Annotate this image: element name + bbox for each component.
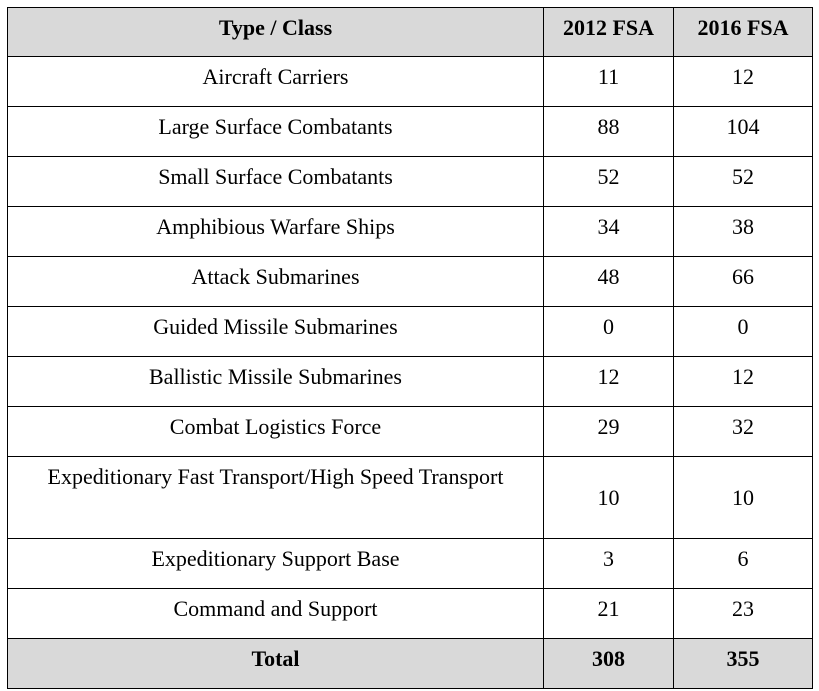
column-header-2016-fsa: 2016 FSA [674, 8, 813, 57]
type-class-cell: Small Surface Combatants [8, 157, 544, 207]
table-row [8, 307, 813, 357]
fsa-2016-cell: 12 [674, 357, 813, 407]
fsa-2016-cell: 23 [674, 589, 813, 639]
fsa-2016-cell: 52 [674, 157, 813, 207]
type-class-cell: Combat Logistics Force [8, 407, 544, 457]
table-row [8, 539, 813, 589]
fsa-2012-cell: 88 [544, 107, 674, 157]
table-header-row [8, 8, 813, 57]
fsa-2016-cell: 32 [674, 407, 813, 457]
type-class-cell: Ballistic Missile Submarines [8, 357, 544, 407]
fsa-2012-cell: 3 [544, 539, 674, 589]
table-row [8, 589, 813, 639]
total-label: Total [8, 639, 544, 689]
type-class-cell: Large Surface Combatants [8, 107, 544, 157]
fsa-2012-cell: 10 [544, 457, 674, 539]
fsa-comparison-table [7, 7, 813, 689]
total-2016-cell: 355 [674, 639, 813, 689]
fsa-2012-cell: 34 [544, 207, 674, 257]
fsa-2016-cell: 10 [674, 457, 813, 539]
table-row [8, 107, 813, 157]
fsa-2016-cell: 6 [674, 539, 813, 589]
fsa-2016-cell: 104 [674, 107, 813, 157]
total-row [8, 639, 813, 689]
table-row [8, 407, 813, 457]
type-class-cell: Expeditionary Fast Transport/High Speed Transport [8, 457, 544, 539]
fsa-2012-cell: 11 [544, 57, 674, 107]
fsa-2012-cell: 12 [544, 357, 674, 407]
type-class-cell: Expeditionary Support Base [8, 539, 544, 589]
table-row [8, 457, 813, 539]
fsa-2012-cell: 21 [544, 589, 674, 639]
table-row [8, 357, 813, 407]
fsa-2016-cell: 0 [674, 307, 813, 357]
type-class-cell: Attack Submarines [8, 257, 544, 307]
column-header-type-class: Type / Class [8, 8, 544, 57]
table-row [8, 257, 813, 307]
type-class-cell: Amphibious Warfare Ships [8, 207, 544, 257]
fsa-2016-cell: 12 [674, 57, 813, 107]
type-class-cell: Aircraft Carriers [8, 57, 544, 107]
fsa-2012-cell: 48 [544, 257, 674, 307]
fsa-2016-cell: 66 [674, 257, 813, 307]
fsa-2012-cell: 29 [544, 407, 674, 457]
fsa-2012-cell: 0 [544, 307, 674, 357]
type-class-cell: Command and Support [8, 589, 544, 639]
table-row [8, 57, 813, 107]
type-class-cell: Guided Missile Submarines [8, 307, 544, 357]
column-header-2012-fsa: 2012 FSA [544, 8, 674, 57]
fsa-2016-cell: 38 [674, 207, 813, 257]
fsa-2012-cell: 52 [544, 157, 674, 207]
table-row [8, 207, 813, 257]
table-row [8, 157, 813, 207]
total-2012-cell: 308 [544, 639, 674, 689]
